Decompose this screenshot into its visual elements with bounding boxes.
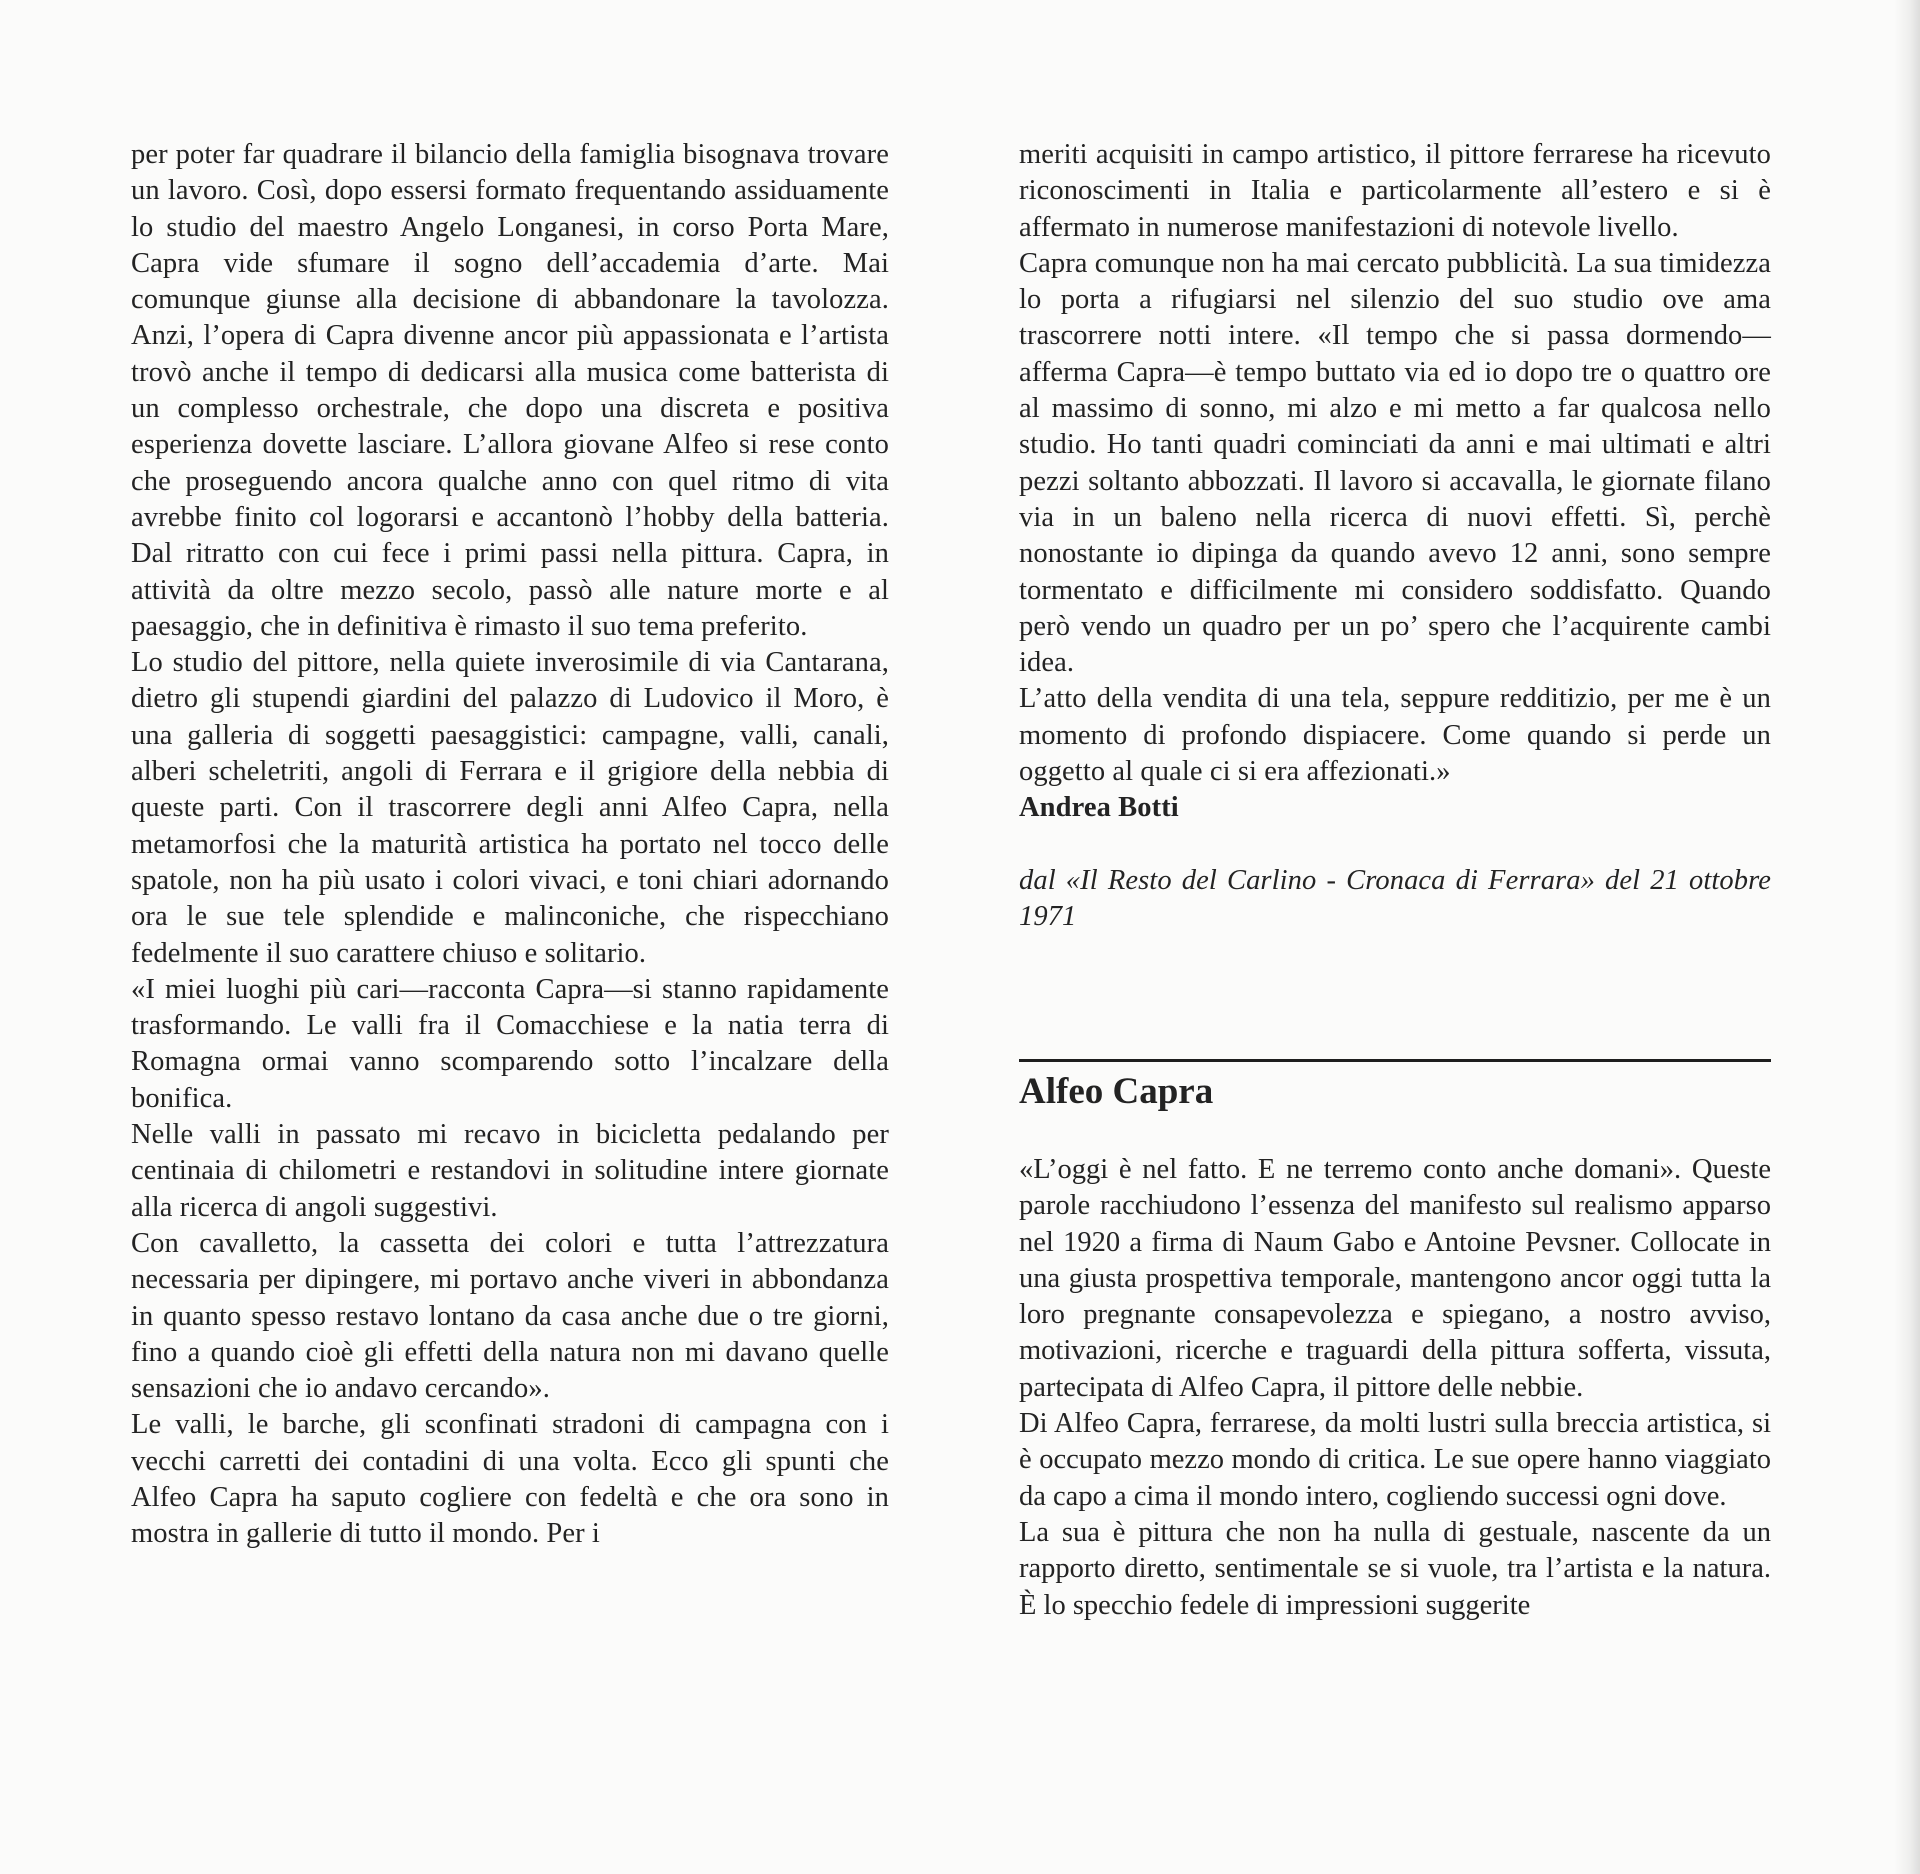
paragraph: meriti acquisiti in campo artistico, il pittore ferrarese ha ricevuto riconoscimenti in Italia e particolarmente all’estero e si è affermato in numerose manifestazioni di notevole livello.	[1019, 139, 1771, 243]
right-text-column	[1019, 137, 1771, 935]
paragraph: Le valli, le barche, gli sconfinati stradoni di campagna con i vecchi carretti dei contadini di una volta. Ecco gli spunti che Alfeo Capra ha saputo cogliere con fedeltà e che ora sono in mostra in gallerie di tutto il mondo. Per i	[131, 1409, 889, 1550]
paragraph: La sua è pittura che non ha nulla di gestuale, nascente da un rapporto diretto, sentimentale se si vuole, tra l’artista e la natura. È lo specchio fedele di impressioni suggerite	[1019, 1516, 1771, 1621]
paragraph: Capra comunque non ha mai cercato pubblicità. La sua timidezza lo porta a rifugiarsi nel silenzio del suo studio ove ama trascorrere notti intere. «Il tempo che si passa dormendo—afferma Capra—è tempo buttato via ed io dopo tre o quattro ore al massimo di sonno, mi alzo e mi metto a far qualcosa nello studio. Ho tanti quadri cominciati da anni e mai ultimati e altri pezzi soltanto abbozzati. Il lavoro si accavalla, le giornate filano via in un baleno nella ricerca di nuovi effetti. Sì, perchè nonostante io dipinga da quando avevo 12 anni, sono sempre tormentato e difficilmente mi considero soddisfatto. Quando però vendo un quadro per un po’ spero che l’acquirente cambi idea.	[1019, 247, 1771, 679]
left-text-column	[131, 137, 889, 1553]
paragraph: Di Alfeo Capra, ferrarese, da molti lustri sulla breccia artistica, si è occupato mezzo mondo di critica. Le sue opere hanno viaggiato da capo a cima il mondo intero, cogliendo successi ogni dove.	[1019, 1408, 1771, 1512]
article-author: Andrea Botti	[1019, 792, 1179, 824]
paragraph: «I miei luoghi più cari—racconta Capra—si stanno rapidamente trasformando. Le valli fra il Comacchiese e la natia terra di Romagna ormai vanno scomparendo sotto l’incalzare della bonifica.	[131, 973, 889, 1114]
paragraph: per poter far quadrare il bilancio della famiglia bisognava trovare un lavoro. Così, dopo essersi formato frequentando assiduamente lo studio del maestro Angelo Longanesi, in corso Porta Mare, Capra vide sfumare il sogno dell’accademia d’arte. Mai comunque giunse alla decisione di abbandonare la tavolozza. Anzi, l’opera di Capra divenne ancor più appassionata e l’artista trovò anche il tempo di dedicarsi alla musica come batterista di un complesso orchestrale, che dopo una discreta e positiva esperienza dovette lasciare. L’allora giovane Alfeo si rese conto che proseguendo ancora qualche anno con quel ritmo di vita avrebbe finito col logorarsi e accantonò l’hobby della batteria. Dal ritratto con cui fece i primi passi nella pittura. Capra, in attività da oltre mezzo secolo, passò alle nature morte e al paesaggio, che in definitiva è rimasto il suo tema preferito.	[131, 139, 889, 642]
section-heading: Alfeo Capra	[1019, 1071, 1214, 1112]
section-body	[1019, 1152, 1771, 1624]
paragraph: Con cavalletto, la cassetta dei colori e tutta l’attrezzatura necessaria per dipingere, mi portavo anche viveri in abbondanza in quanto spesso restavo lontano da casa anche due o tre giorni, fino a quando cioè gli effetti della natura non mi davano quelle sensazioni che io andavo cercando».	[131, 1227, 889, 1405]
article-source-citation: dal «Il Resto del Carlino - Cronaca di Ferrara» del 21 ottobre 1971	[1019, 864, 1771, 932]
section-divider-rule	[1019, 1059, 1771, 1062]
paragraph: Nelle valli in passato mi recavo in bicicletta pedalando per centinaia di chilometri e restandovi in solitudine intere giornate alla ricerca di angoli suggestivi.	[131, 1119, 889, 1223]
paragraph: L’atto della vendita di una tela, seppure redditizio, per me è un momento di profondo dispiacere. Come quando si perde un oggetto al quale ci si era affezionati.»	[1019, 683, 1771, 788]
paragraph: Lo studio del pittore, nella quiete inverosimile di via Cantarana, dietro gli stupendi giardini del palazzo di Ludovico il Moro, è una galleria di soggetti paesaggistici: campagne, valli, canali, alberi scheletriti, angoli di Ferrara e il grigiore della nebbia di queste parti. Con il trascorrere degli anni Alfeo Capra, nella metamorfosi che la maturità artistica ha portato nel tocco delle spatole, non ha più usato i colori vivaci, e toni chiari adornando ora le sue tele splendide e malinconiche, che rispecchiano fedelmente il suo carattere chiuso e solitario.	[131, 647, 889, 969]
paragraph: «L’oggi è nel fatto. E ne terremo conto anche domani». Queste parole racchiudono l’essenza del manifesto sul realismo apparso nel 1920 a firma di Naum Gabo e Antoine Pevsner. Collocate in una giusta prospettiva temporale, mantengono ancor oggi tutta la loro pregnante consapevolezza e spiegano, a nostro avviso, motivazioni, ricerche e traguardi della pittura sofferta, vissuta, partecipata di Alfeo Capra, il pittore delle nebbie.	[1019, 1154, 1771, 1403]
page-gutter-shadow	[1894, 0, 1920, 1874]
